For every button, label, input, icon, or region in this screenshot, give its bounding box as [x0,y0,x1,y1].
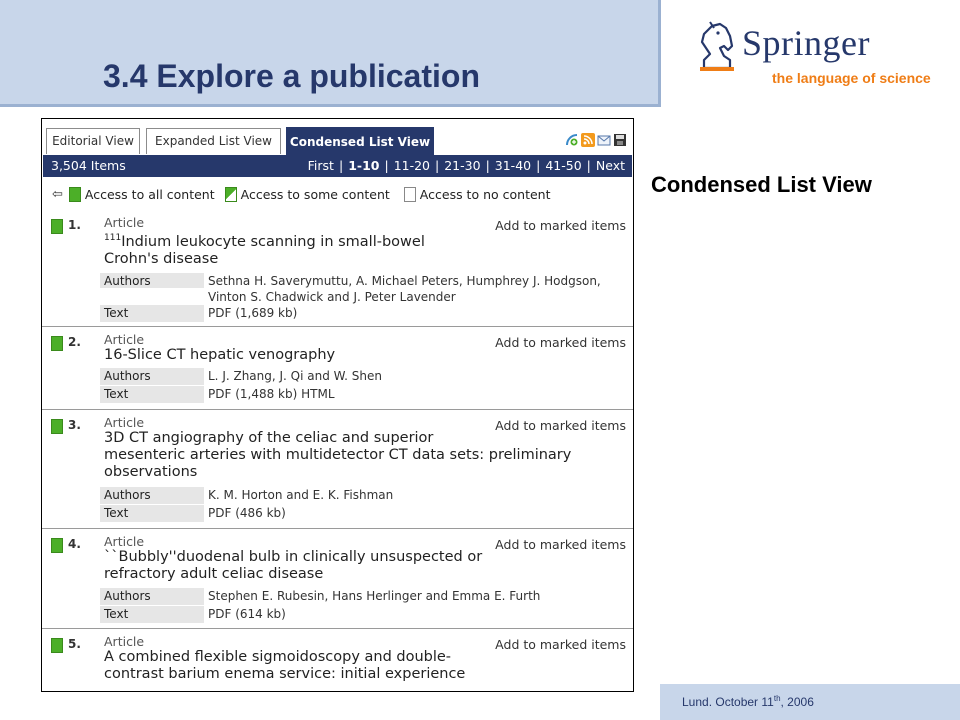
footer-date: Lund. October 11th, 2006 [682,694,814,709]
pagination: First | 1-10 | 11-20 | 21-30 | 31-40 | 41-50 | Next [307,155,626,177]
item-divider [42,326,633,327]
save-icon[interactable] [613,133,627,147]
list-item [42,532,633,628]
view-caption: Condensed List View [651,172,872,197]
legend-all: Access to all content [84,186,215,202]
add-to-marked-link[interactable]: Add to marked items [495,418,626,433]
item-number: 4. [68,537,81,551]
item-number: 5. [68,637,81,651]
pager-41-50[interactable]: 41-50 [545,158,582,173]
tab-expanded-list-view[interactable]: Expanded List View [146,128,281,154]
header-vertical-divider [658,0,661,107]
pager-next[interactable]: Next [595,158,625,173]
full-access-icon [51,638,63,653]
authors-value[interactable]: K. M. Horton and E. K. Fishman [208,488,394,502]
text-links[interactable]: PDF (614 kb) [208,607,286,621]
springer-tagline: the language of science [772,70,931,86]
text-links[interactable]: PDF (486 kb) [208,506,286,520]
legend-none: Access to no content [419,186,551,202]
add-to-marked-link[interactable]: Add to marked items [495,335,626,350]
pager-first[interactable]: First [307,158,334,173]
item-number: 3. [68,418,81,432]
access-legend [52,185,551,203]
full-access-icon [51,336,63,351]
knight-horse-icon [694,20,740,72]
item-type: Article [104,332,145,347]
springer-logo [690,18,940,93]
publication-screenshot [41,118,634,692]
email-icon[interactable] [597,133,611,147]
item-number: 1. [68,218,81,232]
authors-label: Authors [100,588,204,605]
partial-access-icon [225,187,237,202]
item-divider [42,409,633,410]
list-item [42,213,633,325]
tab-condensed-list-view[interactable]: Condensed List View [286,127,434,156]
full-access-icon [51,219,63,234]
full-access-icon [51,419,63,434]
authors-label: Authors [100,368,204,385]
rss-icon[interactable] [581,133,595,147]
list-item [42,632,633,692]
item-count: 3,504 Items [51,158,126,173]
full-access-icon [51,538,63,553]
item-type: Article [104,215,145,230]
back-arrow-icon[interactable]: ⇦ [52,186,63,202]
full-access-icon [69,187,81,202]
springer-wordmark: Springer [742,23,870,63]
pager-11-20[interactable]: 11-20 [393,158,431,173]
item-number: 2. [68,335,81,349]
results-navbar [43,155,632,177]
header-divider [0,104,658,107]
add-to-marked-link[interactable]: Add to marked items [495,537,626,552]
item-title[interactable]: ``Bubbly''duodenal bulb in clinically unsuspected or refractory adult celiac disease [104,549,483,582]
slide-title: 3.4 Explore a publication [103,58,480,94]
text-label: Text [100,386,204,403]
authors-value[interactable]: Stephen E. Rubesin, Hans Herlinger and Emma E. Furth [208,589,541,603]
list-item [42,330,633,410]
view-tabs [42,119,633,155]
no-access-icon [404,187,416,202]
list-item [42,413,633,525]
text-label: Text [100,606,204,623]
feed-tools [565,133,627,147]
text-links[interactable]: PDF (1,488 kb) HTML [208,387,335,401]
text-label: Text [100,505,204,522]
item-type: Article [104,534,145,549]
item-type: Article [104,634,145,649]
item-divider [42,628,633,629]
pager-21-30[interactable]: 21-30 [444,158,481,173]
tab-editorial-view[interactable]: Editorial View [46,128,140,154]
legend-some: Access to some content [240,186,390,202]
item-type: Article [104,415,145,430]
authors-label: Authors [100,487,204,504]
add-to-marked-link[interactable]: Add to marked items [495,218,626,233]
item-title[interactable]: $^{111}$Indium leukocyte scanning in small-bowel Crohn's disease [104,233,425,267]
text-label: Text [100,305,204,322]
authors-label: Authors [100,273,204,288]
item-title[interactable]: 3D CT angiography of the celiac and superior mesenteric arteries with multidetector CT data sets: preliminary observations [104,430,572,480]
item-divider [42,528,633,529]
authors-value[interactable]: Sethna H. Saverymuttu, A. Michael Peters, Humphrey J. Hodgson, Vinton S. Chadwick and J. Peter Lavender [208,274,601,304]
item-title[interactable]: 16-Slice CT hepatic venography [104,347,336,363]
text-links[interactable]: PDF (1,689 kb) [208,306,298,320]
authors-value[interactable]: L. J. Zhang, J. Qi and W. Shen [208,369,382,383]
slide-footer [660,684,960,720]
rss-add-icon[interactable] [565,133,579,147]
pager-1-10[interactable]: 1-10 [348,158,380,173]
item-title[interactable]: A combined flexible sigmoidoscopy and double- contrast barium enema service: initial experience [104,649,466,682]
pager-31-40[interactable]: 31-40 [494,158,532,173]
add-to-marked-link[interactable]: Add to marked items [495,637,626,652]
